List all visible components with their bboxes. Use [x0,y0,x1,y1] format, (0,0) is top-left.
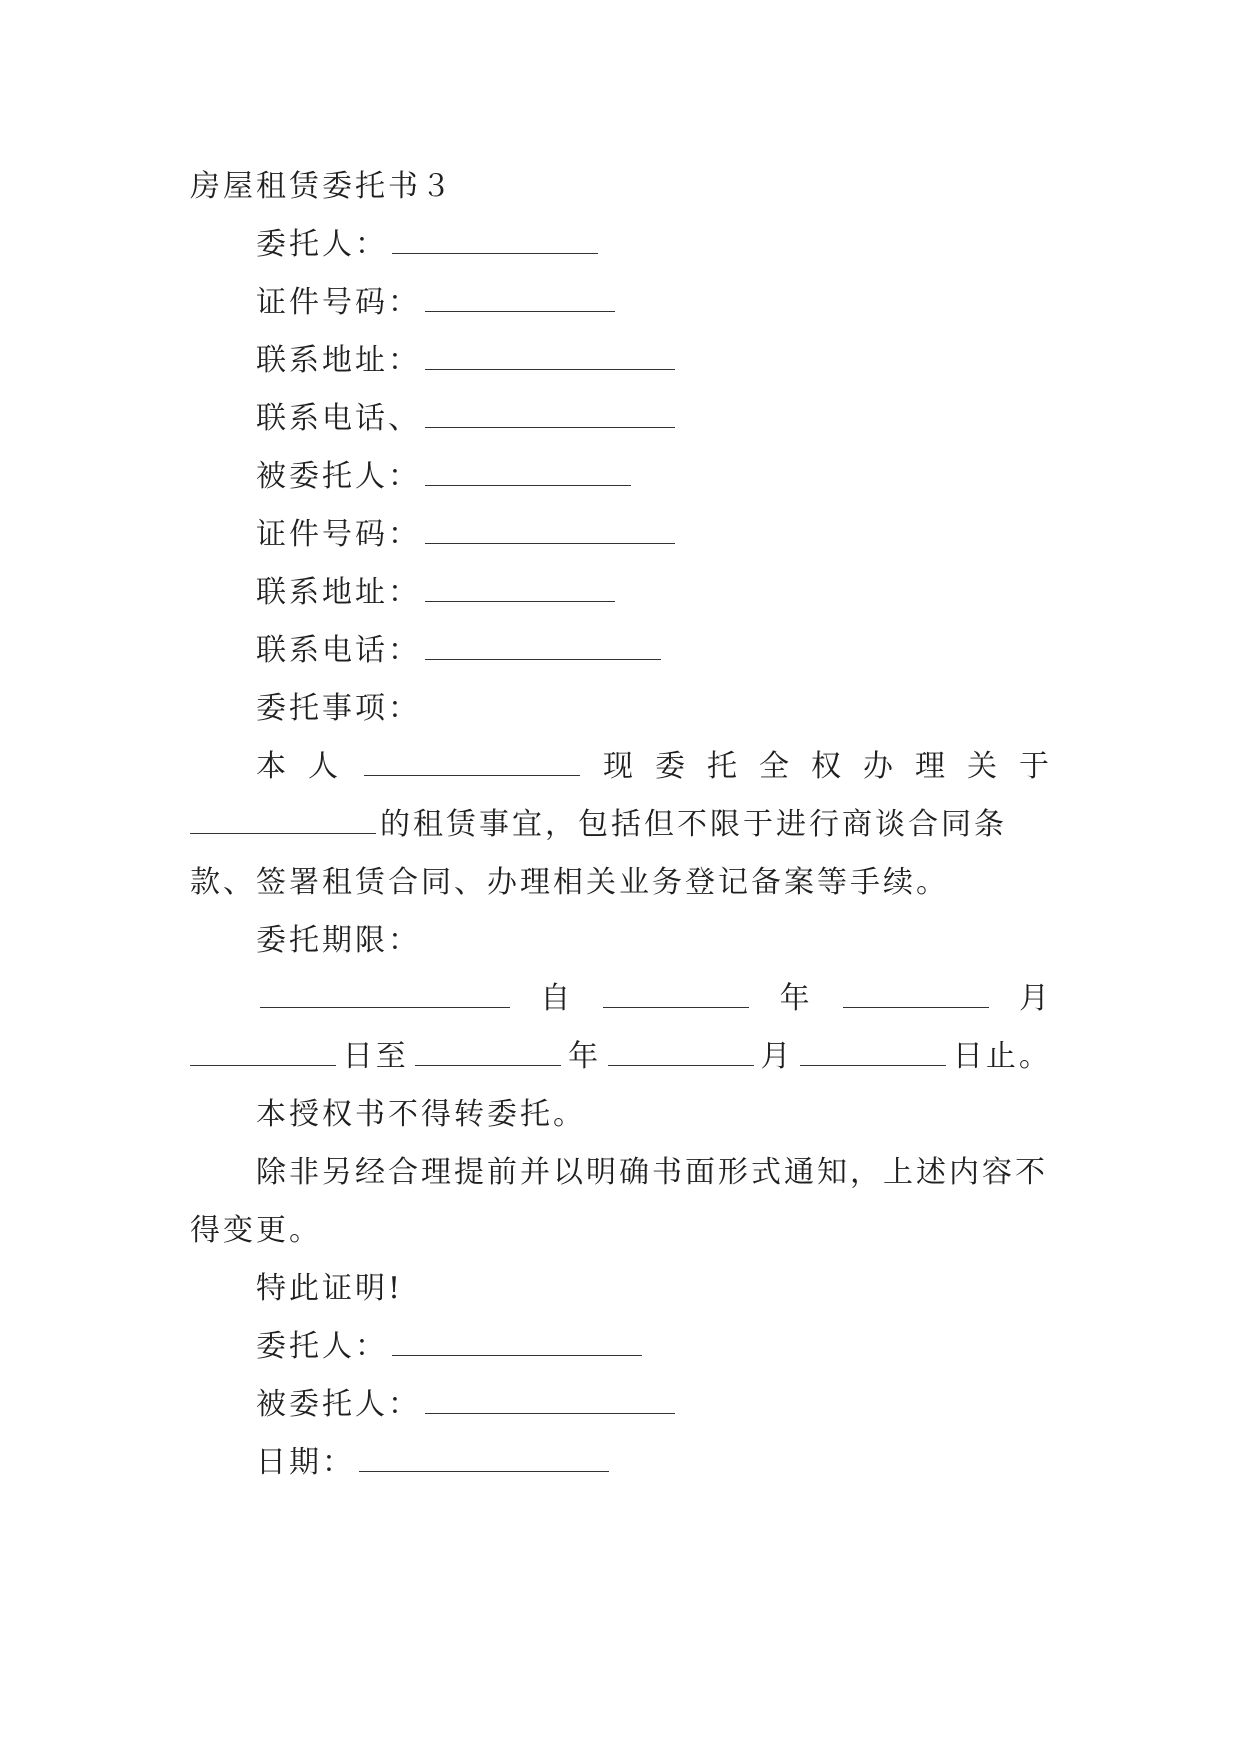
principal-blank [392,227,598,254]
change-paragraph-line-2: 得变更。 [190,1213,322,1248]
principal-id-blank [425,285,615,312]
agent-address-blank [425,575,615,602]
matters-char: 办 [863,749,896,784]
matters-char: 关 [967,749,1000,784]
agent-phone-blank [425,633,661,660]
principal-phone-label: 联系电话、 [256,401,421,436]
principal-id-label: 证件号码： [256,285,421,320]
agent-id-line [190,506,1052,564]
term-year-2: 年 [568,1039,602,1074]
term-year: 年 [779,981,813,1016]
sign-principal-line [190,1318,1052,1376]
term-line-1 [190,970,1052,1028]
matters-char: 本 [256,749,289,784]
matters-label: 委托事项： [256,691,421,726]
agent-line [190,448,1052,506]
term-line-2 [190,1028,1052,1086]
document-body [190,158,1052,1492]
principal-line [190,216,1052,274]
principal-address-blank [425,343,675,370]
matters-char: 托 [707,749,740,784]
change-paragraph-line-1: 除非另经合理提前并以明确书面形式通知，上述内容不 [256,1155,1048,1190]
sign-principal-blank [392,1329,642,1356]
agent-id-label: 证件号码： [256,517,421,552]
certify-text: 特此证明! [256,1271,404,1306]
term-month: 月 [1018,981,1052,1016]
term-end-month-blank [608,1039,754,1066]
date-line [190,1434,1052,1492]
sign-agent-blank [425,1387,675,1414]
term-start-year-blank [603,981,749,1008]
term-month-2: 月 [760,1039,794,1074]
principal-address-label: 联系地址： [256,343,421,378]
matters-char: 委 [655,749,688,784]
agent-blank [425,459,631,486]
sign-agent-line [190,1376,1052,1434]
matters-paragraph-line-2 [190,796,1052,854]
principal-address-line [190,332,1052,390]
matters-property-blank [190,807,376,834]
term-agent-blank [260,981,510,1008]
matters-paragraph-line-3: 款、签署租赁合同、办理相关业务登记备案等手续。 [190,865,949,900]
agent-id-blank [425,517,675,544]
term-start-month-blank [843,981,989,1008]
agent-address-label: 联系地址： [256,575,421,610]
sign-agent-label: 被委托人： [256,1387,421,1422]
principal-id-line [190,274,1052,332]
term-end-year-blank [415,1039,561,1066]
agent-phone-line [190,622,1052,680]
matters-principal-blank [364,749,580,776]
term-label: 委托期限： [256,923,421,958]
agent-address-line [190,564,1052,622]
term-day-to: 日至 [342,1039,409,1074]
matters-char: 理 [915,749,948,784]
matters-text-2: 的租赁事宜，包括但不限于进行商谈合同条 [380,807,1007,842]
date-label: 日期： [256,1445,355,1480]
principal-phone-blank [425,401,675,428]
sign-principal-label: 委托人： [256,1329,388,1364]
matters-char: 现 [603,749,636,784]
no-transfer-text: 本授权书不得转委托。 [256,1097,586,1132]
term-from: 自 [540,981,574,1016]
matters-char: 权 [811,749,844,784]
document-title: 房屋租赁委托书３ [190,169,454,204]
principal-phone-line [190,390,1052,448]
principal-label: 委托人： [256,227,388,262]
matters-char: 全 [759,749,792,784]
term-start-day-blank [190,1039,336,1066]
term-end-day-blank [800,1039,946,1066]
term-end: 日止。 [952,1039,1052,1074]
agent-phone-label: 联系电话： [256,633,421,668]
date-blank [359,1445,609,1472]
matters-paragraph-line-1 [190,738,1052,796]
agent-label: 被委托人： [256,459,421,494]
matters-char: 人 [308,749,341,784]
matters-char: 于 [1019,749,1052,784]
